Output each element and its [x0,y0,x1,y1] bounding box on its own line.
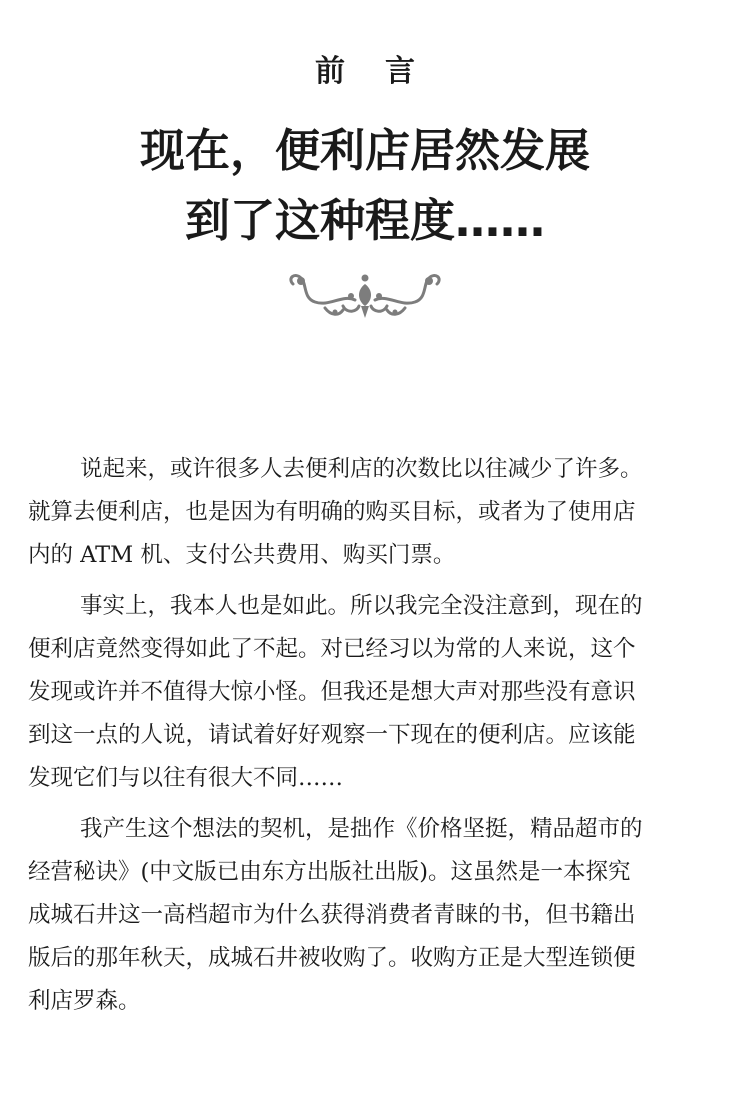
paragraph-3-line-2: 经营秘诀》(中文版已由东方出版社出版)。这虽然是一本探究 [28,859,631,885]
paragraph-2-line-5: 发现它们与以往有很大不同…… [28,765,344,791]
paragraph-2-line-1: 事实上，我本人也是如此。所以我完全没注意到，现在的 [80,593,643,619]
paragraph-1 [28,448,712,577]
chapter-title-line-1: 现在，便利店居然发展 [139,124,590,177]
decorative-flourish-divider-icon [285,270,445,328]
preface-label: 前言 [315,54,455,89]
paragraph-2 [28,585,712,800]
paragraph-3-line-1: 我产生这个想法的契机，是拙作《价格坚挺，精品超市的 [80,816,643,842]
body-text [28,448,712,1031]
paragraph-2-line-4: 到这一点的人说，请试着好好观察一下现在的便利店。应该能 [28,722,636,748]
paragraph-3 [28,808,712,1023]
paragraph-1-line-1: 说起来，或许很多人去便利店的次数比以往减少了许多。 [80,456,643,482]
paragraph-3-line-5: 利店罗森。 [28,988,141,1014]
paragraph-3-line-3: 成城石井这一高档超市为什么获得消费者青睐的书，但书籍出 [28,902,636,928]
paragraph-2-line-3: 发现或许并不值得大惊小怪。但我还是想大声对那些没有意识 [28,679,636,705]
chapter-title [0,116,730,256]
paragraph-1-line-3: 内的 ATM 机、支付公共费用、购买门票。 [28,542,456,568]
chapter-title-line-2: 到了这种程度…… [184,194,545,247]
paragraph-3-line-4: 版后的那年秋天，成城石井被收购了。收购方正是大型连锁便 [28,945,636,971]
paragraph-1-line-2: 就算去便利店，也是因为有明确的购买目标，或者为了使用店 [28,499,636,525]
paragraph-2-line-2: 便利店竟然变得如此了不起。对已经习以为常的人来说，这个 [28,636,636,662]
